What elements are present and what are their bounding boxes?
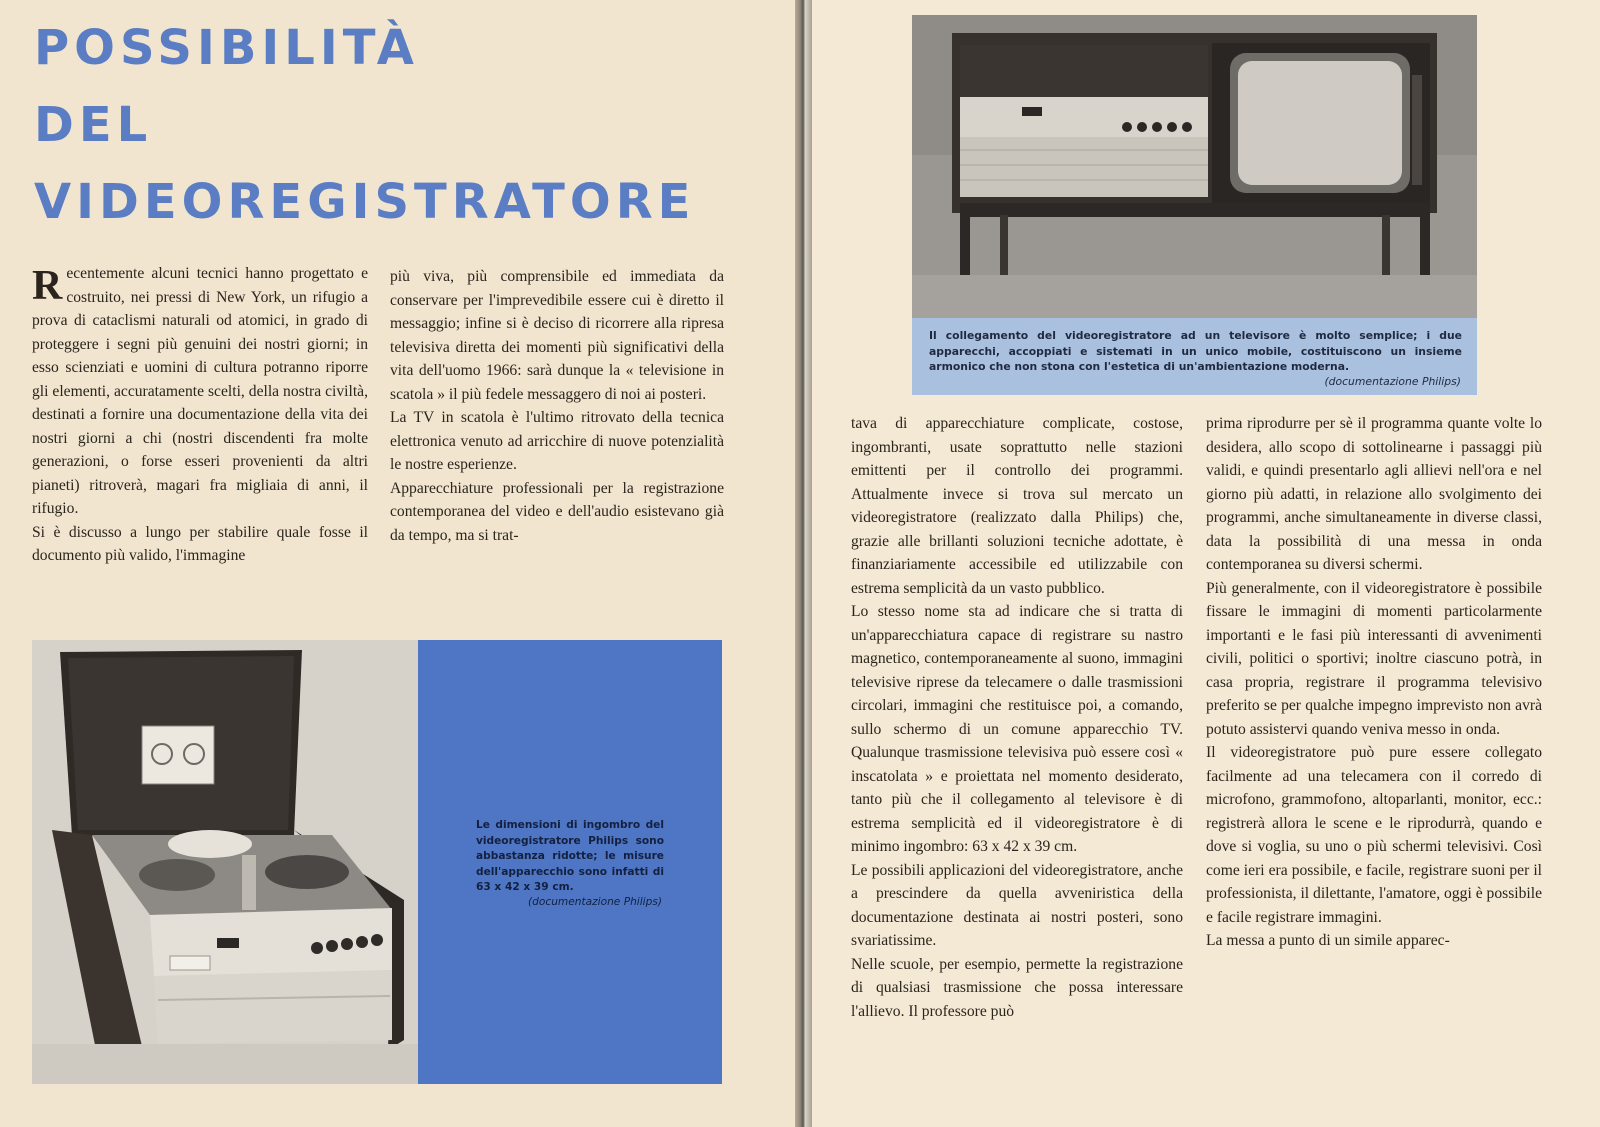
title-line-2: DEL (34, 97, 153, 153)
right-column-1 (851, 412, 1183, 1023)
figure-credit: (documentazione Philips) (528, 896, 662, 908)
paragraph: Lo stesso nome sta ad indicare che si tratta di un'apparecchiatura capace di registrare su nastro magnetico, contemporaneamente al suono, immagini televisive riprese da telecamere o dalle trasmissioni circolari, immagini che restituisce poi, a comando, sullo schermo di un comune apparecchio TV. Qualunque trasmissione televisiva può essere così « inscatolata » e proiettata nel momento desiderato, tanto più che il collegamento al televisore è di estrema semplicità ed il videoregistratore è di minimo ingombro: 63 x 42 x 39 cm. (851, 603, 1183, 855)
paragraph: La TV in scatola è l'ultimo ritrovato della tecnica elettronica venuto ad arricchire di nuove potenzialità le nostre esperienze. (390, 409, 724, 473)
article-title (34, 10, 695, 241)
videorecorder-photo (32, 640, 418, 1084)
paragraph: Il videoregistratore può pure essere collegato facilmente ad una telecamera con il corredo di microfono, grammofono, altoparlanti, monitor, ecc.: registrerà allora le scene e le riprodurrà, quando e dove si voglia, su uno o più schermi televisivi. Così come ieri era possibile, e facile, registrare suoni per il professionista, il dilettante, l'amatore, oggi è possibile e facile registrare immagini. (1206, 744, 1542, 926)
paragraph (32, 262, 368, 521)
tv-cabinet-illustration (912, 15, 1477, 318)
left-column-2 (390, 265, 724, 547)
caption-panel (418, 640, 722, 1084)
left-page (0, 0, 795, 1127)
paragraph: Nelle scuole, per esempio, permette la registrazione di qualsiasi trasmissione che possa interessare l'allievo. Il professore può (851, 955, 1183, 1020)
paragraph: Le possibili applicazioni del videoregistratore, anche a prescindere da quella avveniristica della documentazione destinata ai nostri posteri, sono svariatissime. (851, 861, 1183, 949)
paragraph: Apparecchiature professionali per la registrazione contemporanea del video e dell'audio esistevano già da tempo, ma si trat- (390, 479, 724, 544)
tv-cabinet-photo (912, 15, 1477, 318)
title-line-3: VIDEOREGISTRATORE (34, 174, 696, 230)
right-page (812, 0, 1600, 1127)
figure-caption: Il collegamento del videoregistratore ad un televisore è molto semplice; i due apparecchi, accoppiati e sistemati in un unico mobile, costituiscono un insieme armonico che non stona con l'estetica di un'ambientazione moderna. (929, 329, 1462, 373)
paragraph-text: ecentemente alcuni tecnici hanno progettato e costruito, nei pressi di New York, un rifugio a prova di cataclismi naturali od atomici, in grado di proteggere i segni più genuini dei nostri giorni; in esso scienziati e uomini di cultura potranno riporre gli elementi, accuratamente scelti, della nostra civiltà, destinati a fornire una documentazione della vita dei nostri giorni a chi (nostri discendenti fra molte generazioni, o forse esseri provenienti da altri pianeti) ritroverà, magari fra migliaia di anni, il rifugio. (32, 265, 368, 517)
paragraph: più viva, più comprensibile ed immediata da conservare per l'imprevedibile essere cui è diretto il messaggio; infine si è deciso di ricorrere alla ripresa televisiva diretta dei momenti più significativi della vita dell'uomo 1966: sarà dunque la « televisione in scatola » il più fedele messaggero di noi ai posteri. (390, 268, 724, 403)
paragraph: Più generalmente, con il videoregistratore è possibile fissare le immagini di momenti particolarmente importanti e le fasi più interessanti di avvenimenti civili, politici o sportivi; inoltre ciascuno potrà, in casa propria, registrare il programma televisivo preferito se per qualche impegno imprevisto non avrà potuto assistervi quando veniva messo in onda. (1206, 579, 1542, 738)
paragraph: Si è discusso a lungo per stabilire quale fosse il documento più valido, l'immagine (32, 523, 368, 564)
title-line-1: POSSIBILITÀ (34, 20, 419, 76)
videorecorder-illustration (32, 640, 418, 1084)
figure-credit: (documentazione Philips) (1324, 375, 1461, 388)
drop-cap: R (32, 263, 63, 309)
paragraph: prima riprodurre per sè il programma quante volte lo desidera, allo scopo di sottolinearne i passaggi più validi, e quindi presentarlo agli allievi nell'ora e nel giorno più adatti, in relazione allo svolgimento dei programmi, anche simultaneamente in diverse classi, data la possibilità di una messa in onda contemporanea su diversi schermi. (1206, 415, 1542, 573)
right-column-2 (1206, 412, 1542, 953)
figure-caption: Le dimensioni di ingombro del videoregistratore Philips sono abbastanza ridotte; le misure dell'apparecchio sono infatti di 63 x 42 x 39 cm. (476, 819, 664, 893)
left-column-1 (32, 262, 368, 568)
paragraph: La messa a punto di un simile apparec- (1206, 932, 1450, 949)
tv-figure (912, 15, 1477, 395)
paragraph: tava di apparecchiature complicate, costose, ingombranti, usate soprattutto nelle stazioni emittenti per il controllo dei programmi. Attualmente invece si trova sul mercato un videoregistratore (realizzato dalla Philips) che, grazie alle brillanti soluzioni tecniche adottate, è finanziariamente accessibile ed utilizzabile con estrema semplicità da un vasto pubblico. (851, 415, 1183, 597)
page-gutter (795, 0, 812, 1127)
